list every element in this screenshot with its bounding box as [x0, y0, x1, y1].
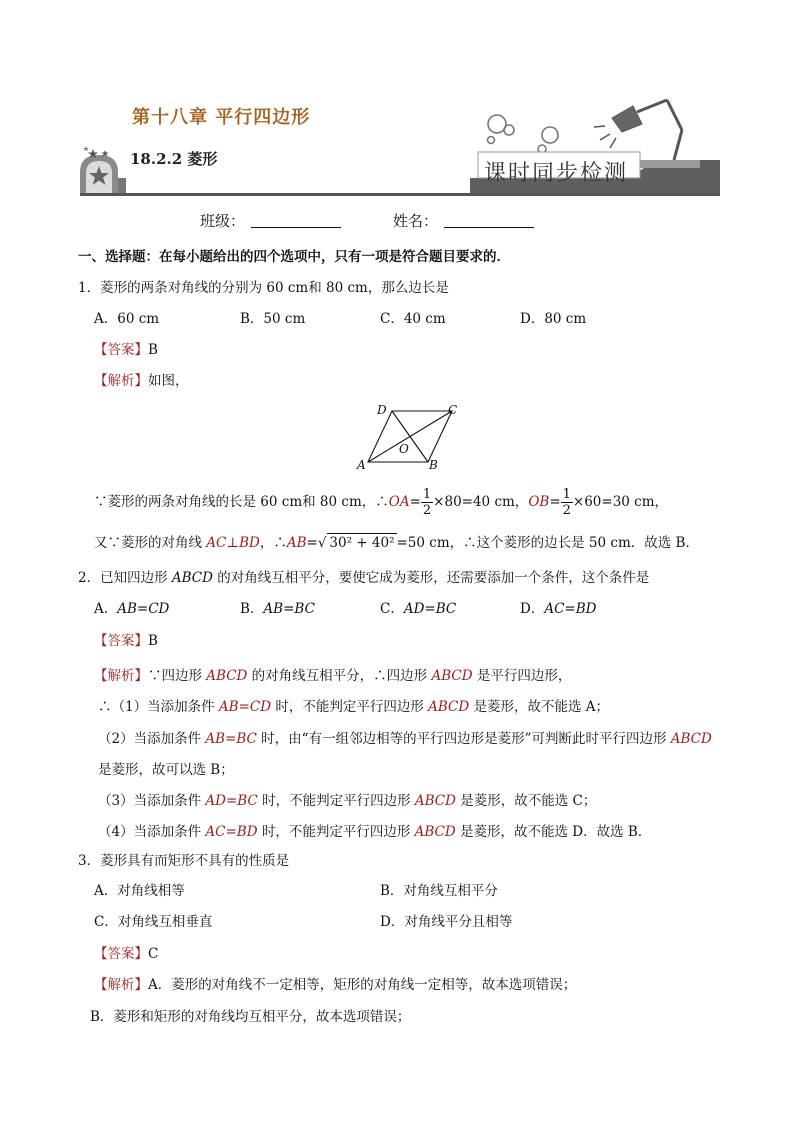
rhombus-figure [350, 400, 470, 475]
q1-option-a: A．60 cm [94, 311, 160, 327]
q3-option-b: B．对角线互相平分 [380, 883, 498, 899]
q3-stem: 3．菱形具有而矩形不具有的性质是 [78, 853, 290, 869]
q2-analysis-line4: 是菱形，故可以选 B； [98, 762, 234, 778]
q2-analysis-line5: （3）当添加条件 AD=BC 时，不能判定平行四边形 ABCD 是菱形，故不能选 C； [98, 793, 597, 809]
q2-analysis-line2: ∴（1）当添加条件 AB=CD 时，不能判定平行四边形 ABCD 是菱形，故不能选 A； [98, 699, 610, 715]
class-blank[interactable] [251, 227, 341, 228]
sqrt-expression: 30² + 40² [329, 535, 395, 551]
q3-option-c: C．对角线互相垂直 [94, 914, 213, 930]
q2-answer: 【答案】B [94, 633, 158, 649]
q2-option-c: C．AD=BC [380, 601, 457, 617]
fraction-one-half: $\frac{1}{2}$ [422, 487, 432, 518]
label-c: C [448, 403, 458, 417]
q3-option-a: A．对角线相等 [94, 883, 185, 899]
label-b: B [429, 458, 438, 472]
q1-option-c: C．40 cm [380, 311, 446, 327]
label-a: A [357, 458, 366, 472]
name-label: 姓名： [393, 212, 439, 230]
q2-analysis-line6: （4）当添加条件 AC=BD 时，不能判定平行四边形 ABCD 是菱形，故不能选 D．故选 B． [98, 824, 652, 840]
class-label: 班级： [200, 212, 246, 230]
q1-option-b: B．50 cm [240, 311, 306, 327]
banner-title: 课时同步检测 [484, 161, 629, 186]
answer-value: B [148, 342, 158, 358]
q2-option-b: B．AB=BC [240, 601, 315, 617]
q1-option-d: D．80 cm [520, 311, 587, 327]
name-field [393, 212, 534, 230]
q2-analysis-line3: （2）当添加条件 AB=BC 时，由“有一组邻边相等的平行四边形是菱形”可判断此时平行四边形 ABCD [98, 731, 712, 747]
q2-option-d: D．AC=BD [520, 601, 597, 617]
q2-analysis-line1: 【解析】∵四边形 ABCD 的对角线互相平分，∴四边形 ABCD 是平行四边形， [94, 668, 572, 684]
header-banner-graphic [0, 0, 794, 200]
star-badge-icon [80, 146, 118, 193]
label-d: D [377, 403, 387, 417]
header-decoration [0, 0, 794, 200]
fraction-one-half-2: $\frac{1}{2}$ [562, 487, 571, 518]
answer-label: 【答案】 [94, 342, 148, 358]
chapter-title: 第十八章 平行四边形 [132, 107, 311, 128]
q1-analysis-line1: ∵菱形的两条对角线的长是 60 cm和 80 cm，∴OA= $\frac{1}{2}$ ×80=40 cm，OB= $\frac{1}{2}$ ×60=30 cm， [94, 487, 669, 518]
q3-answer: 【答案】C [94, 946, 159, 962]
q3-analysis-line2: B．菱形和矩形的对角线均互相平分，故本选项错误； [90, 1009, 411, 1025]
class-field [200, 212, 341, 230]
q1-analysis-intro: 【解析】如图， [94, 373, 189, 389]
bubbles-icon [488, 115, 559, 153]
q1-stem: 1．菱形的两条对角线的分别为 60 cm和 80 cm，那么边长是 [78, 280, 449, 296]
q3-analysis-line1: 【解析】A．菱形的对角线不一定相等，矩形的对角线一定相等，故本选项错误； [94, 977, 577, 993]
sqrt-symbol: √ [317, 535, 327, 551]
q2-stem: 2．已知四边形 ABCD 的对角线互相平分，要使它成为菱形，还需要添加一个条件，这个条件是 [78, 570, 650, 586]
section-heading: 一、选择题：在每小题给出的四个选项中，只有一项是符合题目要求的． [78, 249, 510, 265]
label-o: O [399, 442, 409, 456]
q2-option-a: A．AB=CD [94, 601, 170, 617]
q1-analysis-line2: 又∵菱形的对角线 AC⊥BD，∴AB=√ 30² + 40² =50 cm，∴这个菱形的边长是 50 cm．故选 B． [94, 535, 699, 551]
desk-lamp-icon [594, 100, 682, 160]
analysis-label: 【解析】 [94, 373, 148, 389]
name-blank[interactable] [444, 227, 534, 228]
q3-option-d: D．对角线平分且相等 [380, 914, 513, 930]
q1-answer [94, 341, 158, 359]
section-title: 18.2.2 菱形 [130, 150, 218, 168]
